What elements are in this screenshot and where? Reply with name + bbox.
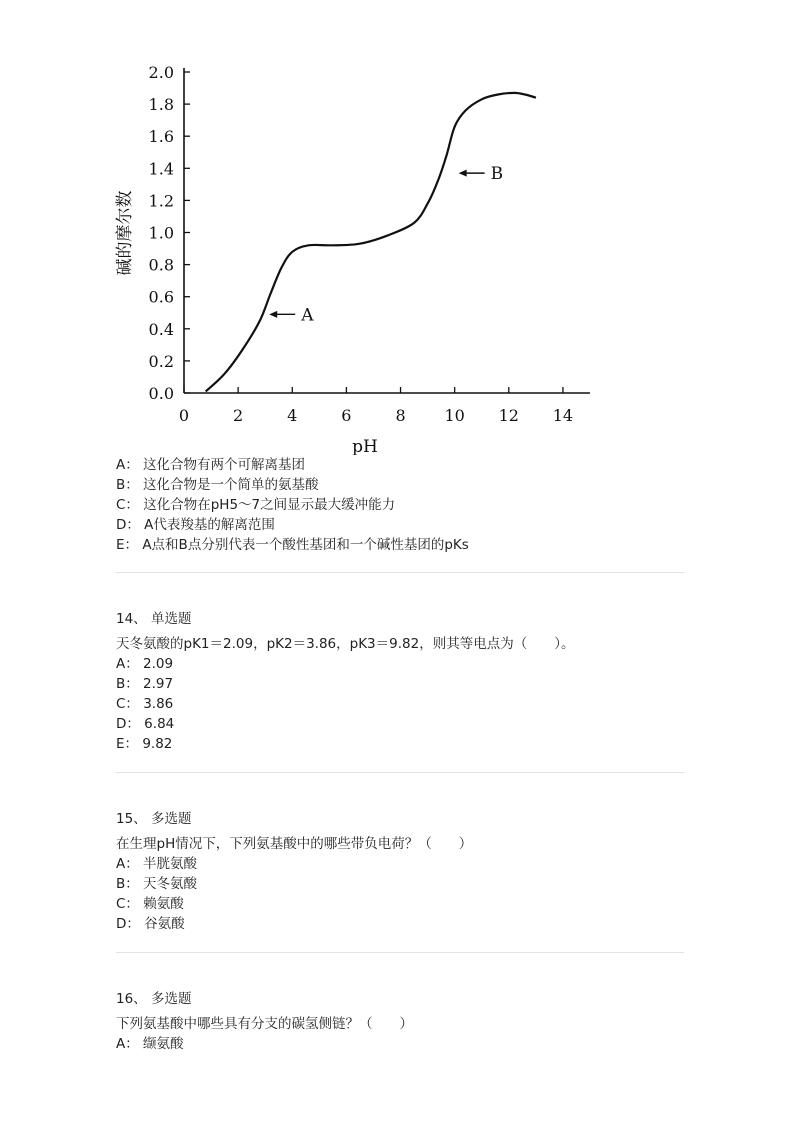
q15-option-a: A： 半胱氨酸	[116, 856, 198, 872]
annotation-a-label: A	[301, 305, 314, 326]
titration-chart	[100, 55, 600, 455]
divider	[116, 952, 684, 953]
q15-option-d: D： 谷氨酸	[116, 916, 185, 932]
q14-option-e: E： 9.82	[116, 736, 173, 752]
y-tick-label: 1.4	[148, 159, 174, 179]
y-tick-label: 1.6	[148, 127, 174, 147]
divider	[116, 572, 684, 573]
y-tick-label: 0.8	[148, 255, 174, 275]
y-tick-label: 0.2	[148, 351, 174, 371]
y-tick-label: 0.4	[148, 319, 174, 339]
divider	[116, 772, 684, 773]
annotation-a-arrow-head	[269, 311, 277, 318]
x-tick-label: 12	[498, 406, 519, 425]
x-tick-label: 2	[233, 406, 244, 425]
annotation-b-label: B	[490, 164, 504, 185]
q16-header: 16、 多选题	[116, 991, 192, 1007]
q14-option-a: A： 2.09	[116, 656, 174, 672]
y-tick-label: 0.6	[148, 287, 174, 307]
x-tick-label: 8	[395, 406, 406, 425]
x-tick-label: 10	[444, 406, 465, 425]
x-tick-label: 0	[178, 406, 190, 425]
y-tick-label: 1.8	[148, 95, 174, 115]
y-tick-label: 2.0	[148, 63, 174, 82]
q15-stem: 在生理pH情况下，下列氨基酸中的哪些带负电荷？（ ）	[116, 836, 473, 852]
x-axis-label: pH	[352, 437, 378, 455]
q14-option-b: B： 2.97	[116, 676, 174, 692]
q13-option-a: A： 这化合物有两个可解离基团	[116, 457, 306, 473]
q15-option-c: C： 赖氨酸	[116, 896, 184, 912]
y-tick-label: 0.0	[148, 384, 174, 403]
q13-option-e: E： A点和B点分别代表一个酸性基团和一个碱性基团的pKs	[116, 537, 469, 553]
q14-stem: 天冬氨酸的pK1＝2.09，pK2＝3.86，pK3＝9.82，则其等电点为（ ）。	[116, 636, 575, 652]
q13-option-b: B： 这化合物是一个简单的氨基酸	[116, 477, 319, 493]
x-tick-label: 4	[287, 406, 298, 425]
q15-header: 15、 多选题	[116, 811, 192, 827]
titration-curve	[206, 93, 536, 392]
q14-option-d: D： 6.84	[116, 716, 175, 732]
q13-option-d: D： A代表羧基的解离范围	[116, 517, 275, 533]
q14-option-c: C： 3.86	[116, 696, 174, 712]
annotation-b-arrow-head	[459, 170, 467, 177]
y-tick-label: 1.0	[148, 223, 174, 243]
q15-option-b: B： 天冬氨酸	[116, 876, 198, 892]
q13-option-c: C： 这化合物在pH5～7之间显示最大缓冲能力	[116, 497, 396, 513]
x-tick-label: 14	[552, 406, 574, 425]
q16-option-a: A： 缬氨酸	[116, 1036, 184, 1052]
q14-header: 14、 单选题	[116, 611, 192, 627]
annotations	[269, 164, 503, 325]
x-tick-label: 6	[341, 406, 352, 425]
y-axis-label: 碱的摩尔数	[115, 190, 135, 276]
q16-stem: 下列氨基酸中哪些具有分支的碳氢侧链？（ ）	[116, 1016, 413, 1032]
y-tick-label: 1.2	[148, 191, 174, 211]
